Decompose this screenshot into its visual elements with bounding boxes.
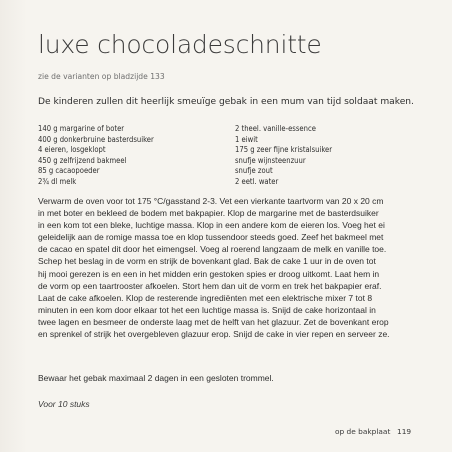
method-line: de cacao en spatel dit door het eimengsel. Voeg al roerend langzaam de melk en vanille toe. bbox=[38, 244, 387, 255]
ingredient-item: 85 g cacaopoeder bbox=[38, 166, 100, 176]
page-number: 119 bbox=[397, 427, 412, 436]
footer-section-title: op de bakplaat bbox=[335, 427, 391, 436]
ingredient-item: 4 eieren, losgeklopt bbox=[38, 145, 106, 155]
method-line: en sprenkel of strijk het overgebleven glazuur erop. Snijd de cake in vier repen en serveer ze. bbox=[38, 329, 390, 340]
ingredient-item: snufje wijnsteenzuur bbox=[235, 155, 306, 165]
ingredient-item: 175 g zeer fijne kristalsuiker bbox=[235, 145, 333, 155]
ingredient-item: 400 g donkerbruine basterdsuiker bbox=[38, 134, 154, 144]
method-line: in een kom tot een bleke, luchtige massa. Klop in een andere kom de eieren los. Voeg het ei bbox=[38, 220, 385, 231]
method-line: twee lagen en besmeer de onderste laag met de helft van het glazuur. Zet de bovenkant erop bbox=[38, 316, 389, 327]
method-line: hij mooi gerezen is en een in het midden erin gestoken spies er droog uitkomt. Laat hem in bbox=[38, 268, 380, 279]
serves-note: Voor 10 stuks bbox=[38, 399, 90, 409]
method-line: Schep het beslag in de vorm en strijk de bovenkant glad. Bak de cake 1 uur in de oven tot bbox=[38, 256, 376, 267]
variants-reference: zie de varianten op bladzijde 133 bbox=[38, 72, 165, 81]
recipe-intro: De kinderen zullen dit heerlijk smeuïge gebak in een mum van tijd soldaat maken. bbox=[38, 97, 414, 107]
method-line: in met boter en bekleed de bodem met bakpapier. Klop de margarine met de basterdsuiker bbox=[38, 208, 379, 219]
ingredients-list-left bbox=[38, 124, 154, 188]
method-line: minuten in een kom door elkaar tot het een luchtige massa is. Snijd de cake horizontaal in bbox=[38, 304, 376, 315]
ingredient-item: 2 theel. vanille-essence bbox=[235, 124, 316, 133]
method-paragraph bbox=[38, 195, 418, 340]
ingredient-item: 1 eiwit bbox=[235, 134, 258, 144]
method-line: de vorm op een taartrooster afkoelen. Stort hem dan uit de vorm en trek het bakpapier eraf. bbox=[38, 280, 382, 291]
recipe-title: luxe chocoladeschnitte bbox=[38, 30, 322, 59]
ingredient-item: 450 g zelfrijzend bakmeel bbox=[38, 155, 127, 165]
ingredient-item: 2¾ dl melk bbox=[38, 176, 77, 186]
method-line: Laat de cake afkoelen. Klop de resterende ingrediënten met een elektrische mixer 7 tot 8 bbox=[38, 292, 373, 303]
ingredients-list-right bbox=[235, 124, 332, 188]
ingredient-item: 2 eetl. water bbox=[235, 176, 279, 186]
storage-note: Bewaar het gebak maximaal 2 dagen in een gesloten trommel. bbox=[38, 373, 274, 383]
method-line: Verwarm de oven voor tot 175 °C/gasstand 2-3. Vet een vierkante taartvorm van 20 x 20 cm bbox=[38, 196, 384, 206]
ingredient-item: snufje zout bbox=[235, 166, 273, 176]
method-line: geleidelijk aan de romige massa toe en klop tussendoor steeds goed. Zeef het bakmeel met bbox=[38, 232, 384, 243]
ingredient-item: 140 g margarine of boter bbox=[38, 124, 125, 133]
